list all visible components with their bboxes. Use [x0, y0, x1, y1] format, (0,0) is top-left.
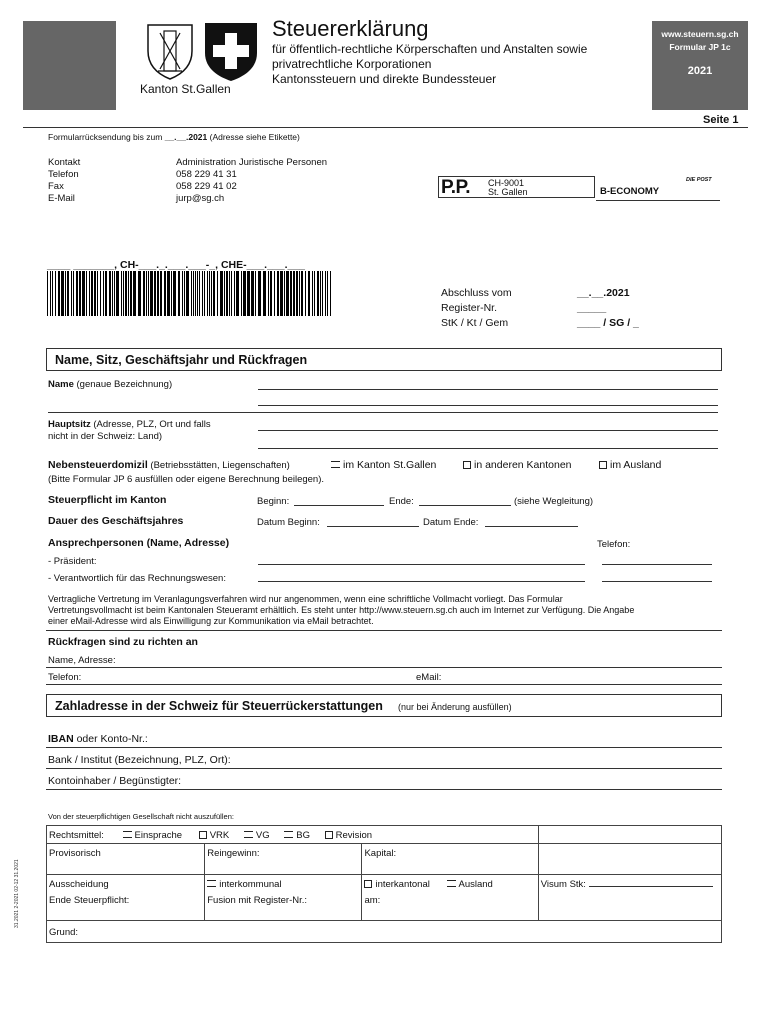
barcode-bar	[317, 271, 319, 316]
fusion-label: Fusion mit Register-Nr.:	[207, 894, 308, 906]
empty-cell	[538, 844, 721, 875]
barcode-bar	[114, 271, 115, 316]
contact-labels	[48, 157, 80, 205]
praesident-telefon-field[interactable]	[602, 564, 712, 565]
name-label: Name	[48, 379, 74, 390]
barcode-bar	[263, 271, 266, 316]
barcode-bar	[290, 271, 292, 316]
barcode-bar	[100, 271, 101, 316]
barcode-bar	[91, 271, 93, 316]
grund-label: Grund:	[49, 927, 79, 938]
barcode-bar	[199, 271, 200, 316]
name-field-line-3[interactable]	[48, 412, 718, 413]
hauptsitz-hint-1: (Adresse, PLZ, Ort und falls	[93, 419, 211, 430]
form-subtitle-2: privatrechtliche Korporationen	[272, 57, 432, 71]
ausland-label: Ausland	[458, 879, 493, 890]
dash-checkbox-icon	[123, 831, 132, 838]
barcode-bar	[308, 271, 310, 316]
barcode-bar	[322, 271, 323, 316]
interkantonal-label: interkantonal	[375, 879, 430, 890]
rueckfragen-name-label: Name, Adresse:	[48, 655, 116, 666]
reingewinn-label: Reingewinn:	[207, 848, 260, 859]
barcode-bar	[125, 271, 127, 316]
name-label-row	[48, 379, 172, 390]
postage-city: St. Gallen	[488, 187, 528, 197]
canton-coat-of-arms	[142, 21, 198, 81]
abschluss-value: _____	[577, 302, 607, 314]
grund-cell[interactable]	[47, 921, 722, 943]
office-table	[46, 825, 722, 943]
barcode-bar	[224, 271, 225, 316]
dauer-label: Dauer des Geschäftsjahres	[48, 515, 184, 527]
barcode-bar	[109, 271, 111, 316]
hauptsitz-label: Hauptsitz	[48, 419, 91, 430]
empty-cell	[538, 826, 721, 844]
visum-cell[interactable]	[538, 875, 721, 921]
neben-note: (Bitte Formular JP 6 ausfüllen oder eigene Berechnung beilegen).	[48, 474, 325, 485]
hauptsitz-field-line-1[interactable]	[258, 430, 718, 431]
checkbox-icon	[199, 831, 207, 839]
abschluss-labels	[441, 286, 512, 331]
rueckfragen-telefon-field[interactable]	[46, 684, 722, 685]
barcode-bar	[268, 271, 269, 316]
barcode-bar	[320, 271, 321, 316]
return-line	[48, 132, 300, 142]
abschluss-label: Abschluss vom	[441, 287, 512, 299]
neben-row	[48, 459, 290, 471]
barcode	[47, 271, 332, 316]
neben-label: Nebensteuerdomizil	[48, 459, 148, 471]
barcode-bar	[251, 271, 254, 316]
barcode-bar	[79, 271, 81, 316]
iban-field[interactable]	[46, 747, 722, 748]
barcode-bar	[112, 271, 113, 316]
barcode-bar	[327, 271, 328, 316]
barcode-bar	[234, 271, 235, 316]
iban-label: IBAN	[48, 733, 74, 745]
vollmacht-line: einer eMail-Adresse wird als Einwilligung zur Kommunikation via eMail betrachtet.	[48, 616, 374, 626]
fusion-cell[interactable]	[205, 893, 362, 921]
dash-checkbox-icon	[207, 880, 216, 887]
barcode-bar	[213, 271, 215, 316]
visum-label: Visum Stk:	[540, 879, 586, 890]
checkbox-icon	[463, 461, 471, 469]
postage-zip: CH-9001	[488, 178, 525, 188]
barcode-bar	[128, 271, 129, 316]
barcode-bar	[229, 271, 230, 316]
post-logo: DIE POST	[686, 177, 712, 183]
checkbox-icon	[325, 831, 333, 839]
barcode-bar	[52, 271, 53, 316]
provisorisch-cell	[47, 844, 205, 875]
barcode-bar	[193, 271, 194, 316]
vrk-label: VRK	[209, 830, 230, 841]
abschluss-values	[577, 286, 639, 331]
barcode-bar	[86, 271, 87, 316]
dash-checkbox-icon	[284, 831, 293, 838]
checkbox-icon	[364, 880, 372, 888]
ende-field[interactable]	[419, 505, 511, 506]
rechtsmittel-cell	[47, 826, 539, 844]
barcode-bar	[220, 271, 223, 316]
barcode-bar	[211, 271, 212, 316]
canton-name: Kanton St.Gallen	[140, 82, 231, 96]
barcode-bar	[178, 271, 180, 316]
name-hint: (genaue Bezeichnung)	[76, 379, 173, 390]
am-label: am:	[364, 894, 381, 906]
rueckfragen-email-label: eMail:	[416, 672, 442, 683]
barcode-bar	[296, 271, 298, 316]
neben-option-3-label: im Ausland	[610, 459, 662, 471]
reingewinn-cell[interactable]	[205, 844, 362, 875]
barcode-bar	[105, 271, 107, 316]
rechtsmittel-label: Rechtsmittel:	[49, 830, 104, 841]
barcode-bar	[243, 271, 246, 316]
ausscheidung-label: Ausscheidung	[49, 879, 109, 890]
barcode-bar	[47, 271, 48, 316]
header-right-block	[652, 21, 748, 110]
barcode-bar	[123, 271, 124, 316]
barcode-bar	[167, 271, 170, 316]
barcode-bar	[61, 271, 64, 316]
barcode-bar	[284, 271, 285, 316]
barcode-bar	[160, 271, 162, 316]
form-subtitle-3: Kantonssteuern und direkte Bundessteuer	[272, 72, 497, 86]
praesident-label: - Präsident:	[48, 556, 97, 567]
abschluss-label: StK / Kt / Gem	[441, 317, 509, 329]
barcode-bar	[197, 271, 198, 316]
barcode-bar	[209, 271, 210, 316]
neben-option-2[interactable]	[463, 459, 572, 471]
barcode-bar	[231, 271, 232, 316]
form-id: Formular JP 1c	[669, 42, 731, 52]
barcode-bar	[76, 271, 78, 316]
checkbox-icon	[599, 461, 607, 469]
return-prefix: Formularrücksendung bis zum	[48, 132, 163, 142]
neben-option-1[interactable]	[331, 459, 436, 471]
barcode-bar	[164, 271, 166, 316]
barcode-bar	[299, 271, 300, 316]
barcode-bar	[55, 271, 56, 316]
barcode-bar	[258, 271, 261, 316]
visum-field[interactable]	[589, 879, 713, 887]
barcode-bar	[150, 271, 153, 316]
barcode-bar	[89, 271, 90, 316]
barcode-bar	[130, 271, 132, 316]
barcode-bar	[116, 271, 119, 316]
barcode-bar	[191, 271, 192, 316]
barcode-bar	[171, 271, 172, 316]
barcode-bar	[325, 271, 326, 316]
barcode-bar	[146, 271, 147, 316]
verantwortlich-telefon-field[interactable]	[602, 581, 712, 582]
datum-ende-label: Datum Ende:	[423, 517, 479, 528]
ansprech-telefon-label: Telefon:	[597, 539, 631, 550]
barcode-bar	[195, 271, 196, 316]
barcode-bar	[133, 271, 136, 316]
office-note: Von der steuerpflichtigen Gesellschaft nicht auszufüllen:	[48, 812, 234, 821]
interkantonal-cell	[362, 875, 538, 893]
postage-pp-box	[438, 176, 595, 198]
swiss-cross-icon	[201, 19, 261, 83]
website-url: www.steuern.sg.ch	[661, 29, 739, 39]
name-field-line-2[interactable]	[258, 405, 718, 406]
barcode-bar	[154, 271, 156, 316]
section1-title: Name, Sitz, Geschäftsjahr und Rückfragen	[55, 353, 308, 367]
tax-year: 2021	[687, 65, 713, 77]
barcode-bar	[143, 271, 145, 316]
contact-label: Fax	[48, 181, 64, 192]
hauptsitz-field-line-2[interactable]	[258, 448, 718, 449]
rueckfragen-telefon-label: Telefon:	[48, 672, 82, 683]
am-cell[interactable]	[362, 893, 538, 921]
return-date: __.__.2021	[164, 132, 208, 142]
beginn-label: Beginn:	[257, 496, 290, 507]
barcode-bar	[274, 271, 275, 316]
hauptsitz-hint-2: nicht in der Schweiz: Land)	[48, 431, 163, 442]
dash-checkbox-icon	[447, 880, 456, 887]
vg-label: VG	[255, 830, 270, 841]
barcode-bar	[277, 271, 279, 316]
interkommunal-option[interactable]	[205, 875, 362, 893]
hauptsitz-label-row	[48, 419, 211, 443]
rueckfragen-label: Rückfragen sind zu richten an	[48, 636, 198, 648]
section1-header	[46, 348, 722, 371]
inhaber-field[interactable]	[46, 789, 722, 790]
barcode-bar	[186, 271, 189, 316]
divider	[46, 630, 722, 631]
ende-label: Ende:	[389, 496, 414, 507]
beginn-field[interactable]	[294, 505, 384, 506]
barcode-bar	[67, 271, 69, 316]
barcode-bar	[314, 271, 315, 316]
header-left-block	[23, 21, 116, 110]
name-field-line-1[interactable]	[258, 389, 718, 390]
verantwortlich-field[interactable]	[258, 581, 585, 582]
barcode-bar	[312, 271, 313, 316]
barcode-bar	[280, 271, 283, 316]
barcode-bar	[330, 271, 331, 316]
barcode-bar	[247, 271, 250, 316]
contact-label: Kontakt	[48, 157, 81, 168]
barcode-bar	[58, 271, 60, 316]
ansprech-label: Ansprechpersonen (Name, Adresse)	[48, 537, 230, 549]
vrk-option[interactable]	[199, 830, 230, 841]
contact-value: Administration Juristische Personen	[176, 157, 328, 168]
ende-steuerpflicht-label: Ende Steuerpflicht:	[49, 894, 130, 906]
postage-service: B-ECONOMY	[600, 186, 660, 197]
dash-checkbox-icon	[331, 461, 340, 468]
barcode-bar	[293, 271, 295, 316]
datum-ende-field[interactable]	[485, 526, 578, 527]
einsprache-label: Einsprache	[134, 830, 183, 841]
neben-option-3[interactable]	[599, 459, 661, 471]
barcode-bar	[182, 271, 183, 316]
einsprache-option[interactable]	[123, 830, 183, 841]
abschluss-value: ____ / SG / _	[577, 317, 639, 329]
contact-value: 058 229 41 31	[176, 169, 237, 180]
interkantonal-option[interactable]	[364, 879, 429, 890]
page-number: Seite 1	[703, 114, 739, 126]
side-code: 31.2021 2-2021 02-12 31.2021	[14, 859, 20, 928]
barcode-bar	[103, 271, 104, 316]
section2-header	[46, 694, 722, 717]
abschluss-value: __.__.2021	[577, 287, 630, 299]
steuerpflicht-label: Steuerpflicht im Kanton	[48, 494, 167, 506]
postage-underline	[596, 200, 720, 201]
barcode-bar	[97, 271, 98, 316]
contact-value: 058 229 41 02	[176, 181, 237, 192]
form-subtitle-1: für öffentlich-rechtliche Körperschaften und Anstalten sowie	[272, 42, 588, 56]
rueckfragen-name-field[interactable]	[46, 667, 722, 668]
barcode-bar	[217, 271, 218, 316]
barcode-bar	[65, 271, 66, 316]
barcode-bar	[241, 271, 242, 316]
vg-option[interactable]	[244, 830, 270, 841]
ausscheidung-cell	[47, 875, 205, 893]
header-divider	[23, 127, 748, 128]
revision-option[interactable]	[325, 830, 372, 841]
dash-checkbox-icon	[244, 831, 253, 838]
bank-label: Bank / Institut (Bezeichnung, PLZ, Ort):	[48, 754, 231, 766]
contact-label: Telefon	[48, 169, 79, 180]
barcode-bar	[226, 271, 228, 316]
barcode-bar	[236, 271, 239, 316]
barcode-bar	[138, 271, 141, 316]
inhaber-label: Kontoinhaber / Begünstigter:	[48, 775, 182, 787]
datum-beginn-field[interactable]	[327, 526, 419, 527]
datum-beginn-label: Datum Beginn:	[257, 517, 320, 528]
neben-option-2-label: in anderen Kantonen	[474, 459, 572, 471]
barcode-bar	[71, 271, 72, 316]
form-title: Steuererklärung	[272, 16, 429, 41]
praesident-field[interactable]	[258, 564, 585, 565]
barcode-bar	[202, 271, 203, 316]
ausland-option[interactable]	[447, 879, 493, 890]
id-line: ____ _______, CH-___._.___.___-_, CHE-___.___.___	[47, 259, 306, 271]
contact-label: E-Mail	[48, 193, 75, 204]
contact-values	[176, 157, 327, 205]
barcode-bar	[184, 271, 185, 316]
barcode-bar	[73, 271, 74, 316]
section2-hint: (nur bei Änderung ausfüllen)	[398, 702, 512, 712]
barcode-bar	[157, 271, 159, 316]
barcode-bar	[173, 271, 176, 316]
contact-email-link[interactable]: jurp@sg.ch	[176, 193, 225, 204]
iban-row	[48, 733, 148, 745]
barcode-bar	[121, 271, 122, 316]
return-suffix: (Adresse siehe Etikette)	[209, 132, 300, 142]
vollmacht-line: Vertretungsvollmacht ist beim Kantonalen Steueramt erhältlich. Es steht unter http://www.steuern.sg.ch auch im Internet zur Verfügung. Die Angabe	[48, 605, 635, 615]
wegleitung-note: (siehe Wegleitung)	[514, 496, 594, 507]
revision-label: Revision	[335, 830, 373, 841]
barcode-bar	[148, 271, 149, 316]
bank-field[interactable]	[46, 768, 722, 769]
provisorisch-label: Provisorisch	[49, 848, 101, 859]
barcode-bar	[255, 271, 256, 316]
barcode-bar	[94, 271, 96, 316]
interkommunal-label: interkommunal	[219, 879, 282, 890]
kapital-label: Kapital:	[364, 848, 397, 859]
barcode-bar	[270, 271, 272, 316]
kapital-cell[interactable]	[362, 844, 538, 875]
barcode-bar	[204, 271, 205, 316]
vollmacht-text	[48, 594, 634, 627]
barcode-bar	[82, 271, 85, 316]
section2-title: Zahladresse in der Schweiz für Steuerrückerstattungen	[55, 699, 383, 713]
barcode-bar	[286, 271, 289, 316]
postage-pp: P.P.	[441, 177, 471, 198]
vollmacht-line: Vertragliche Vertretung im Veranlagungsverfahren wird nur angenommen, wenn eine schriftliche Vollmacht vorliegt. Das Formular	[48, 594, 563, 604]
bg-label: BG	[296, 830, 311, 841]
iban-label-rest: oder Konto-Nr.:	[76, 733, 148, 745]
bg-option[interactable]	[284, 830, 310, 841]
neben-hint: (Betriebsstätten, Liegenschaften)	[150, 460, 290, 471]
barcode-bar	[305, 271, 306, 316]
neben-option-1-label: im Kanton St.Gallen	[343, 459, 437, 471]
ende-steuerpflicht-cell[interactable]	[47, 893, 205, 921]
barcode-bar	[207, 271, 208, 316]
barcode-bar	[301, 271, 303, 316]
abschluss-label: Register-Nr.	[441, 302, 498, 314]
verantwortlich-label: - Verantwortlich für das Rechnungswesen:	[48, 573, 226, 584]
barcode-bar	[50, 271, 51, 316]
